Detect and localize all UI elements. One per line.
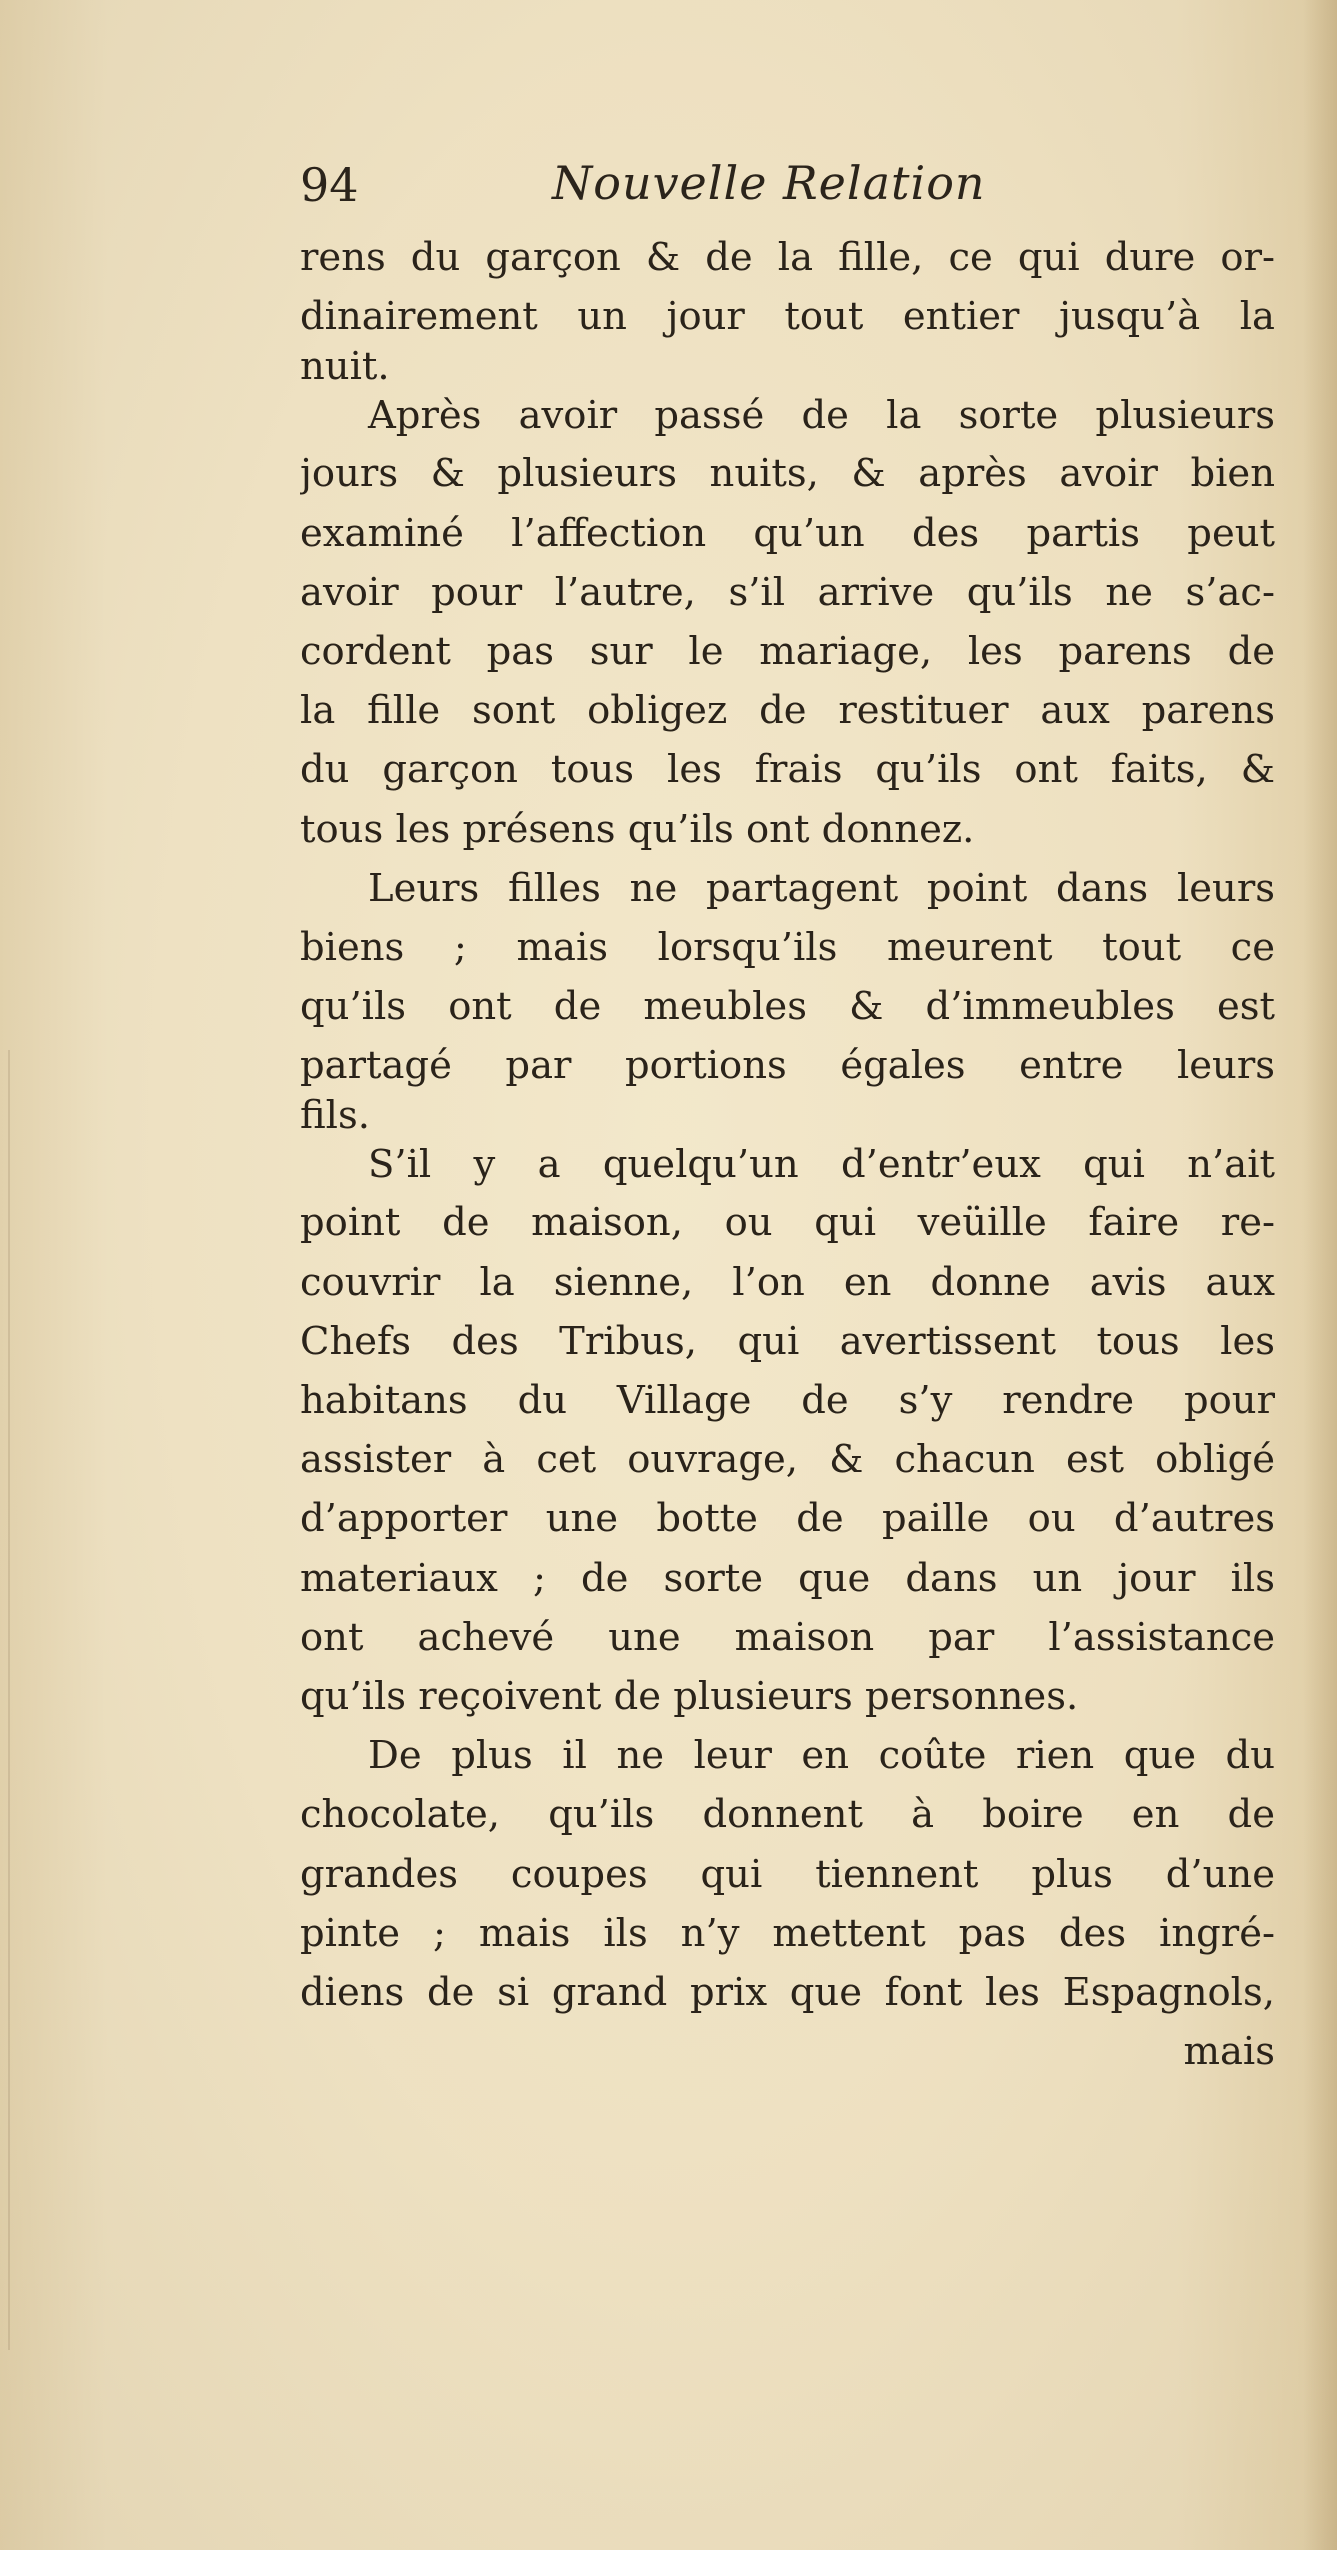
page-header (300, 158, 1060, 218)
catchword: mais (1183, 2029, 1275, 2075)
text-line: materiaux ; de sorte que dans un jour ils (300, 1555, 1275, 1601)
text-line: diens de si grand prix que font les Espagnols, (300, 1969, 1275, 2015)
text-line: d’apporter une botte de paille ou d’autres (300, 1496, 1275, 1542)
text-line: du garçon tous les frais qu’ils ont faits, & (300, 747, 1275, 793)
text-line: examiné l’affection qu’un des partis peut (300, 510, 1275, 556)
text-line: point de maison, ou qui veüille faire re- (300, 1200, 1275, 1246)
text-line: grandes coupes qui tiennent plus d’une (300, 1851, 1275, 1897)
text-line: assister à cet ouvrage, & chacun est obligé (300, 1437, 1275, 1483)
text-line: avoir pour l’autre, s’il arrive qu’ils ne s’ac- (300, 569, 1275, 615)
text-line: qu’ils reçoivent de plusieurs personnes. (300, 1673, 1079, 1719)
text-line: la fille sont obligez de restituer aux parens (300, 688, 1275, 734)
text-line: rens du garçon & de la fille, ce qui dure or- (300, 235, 1275, 280)
page-number: 94 (300, 158, 359, 212)
paragraph-start-line: Leurs filles ne partagent point dans leurs (368, 865, 1275, 911)
text-line: tous les présens qu’ils ont donnez. (300, 806, 975, 852)
page-edge-shadow (1303, 0, 1337, 2550)
body-text (300, 228, 1275, 2081)
text-line: jours & plusieurs nuits, & après avoir bien (300, 451, 1275, 497)
text-line: nuit. (300, 346, 390, 389)
text-line: Chefs des Tribus, qui avertissent tous les (300, 1318, 1275, 1364)
text-line: chocolate, qu’ils donnent à boire en de (300, 1792, 1275, 1838)
text-line: ont achevé une maison par l’assistance (300, 1614, 1275, 1660)
paragraph-start-line: S’il y a quelqu’un d’entr’eux qui n’ait (368, 1142, 1275, 1188)
page-fold-line (8, 1050, 10, 2350)
text-line: couvrir la sienne, l’on en donne avis aux (300, 1259, 1275, 1305)
text-line: habitans du Village de s’y rendre pour (300, 1378, 1275, 1423)
text-line: partagé par portions égales entre leurs (300, 1043, 1275, 1089)
text-line: qu’ils ont de meubles & d’immeubles est (300, 984, 1275, 1030)
text-line: dinairement un jour tout entier jusqu’à la (300, 294, 1275, 340)
text-line: fils. (300, 1095, 370, 1138)
paragraph-start-line: De plus il ne leur en coûte rien que du (368, 1733, 1275, 1779)
text-line: cordent pas sur le mariage, les parens de (300, 628, 1275, 674)
text-line: pinte ; mais ils n’y mettent pas des ingré- (300, 1910, 1275, 1956)
running-title: Nouvelle Relation (552, 156, 986, 210)
paragraph-start-line: Après avoir passé de la sorte plusieurs (368, 393, 1275, 439)
text-line: biens ; mais lorsqu’ils meurent tout ce (300, 924, 1275, 970)
